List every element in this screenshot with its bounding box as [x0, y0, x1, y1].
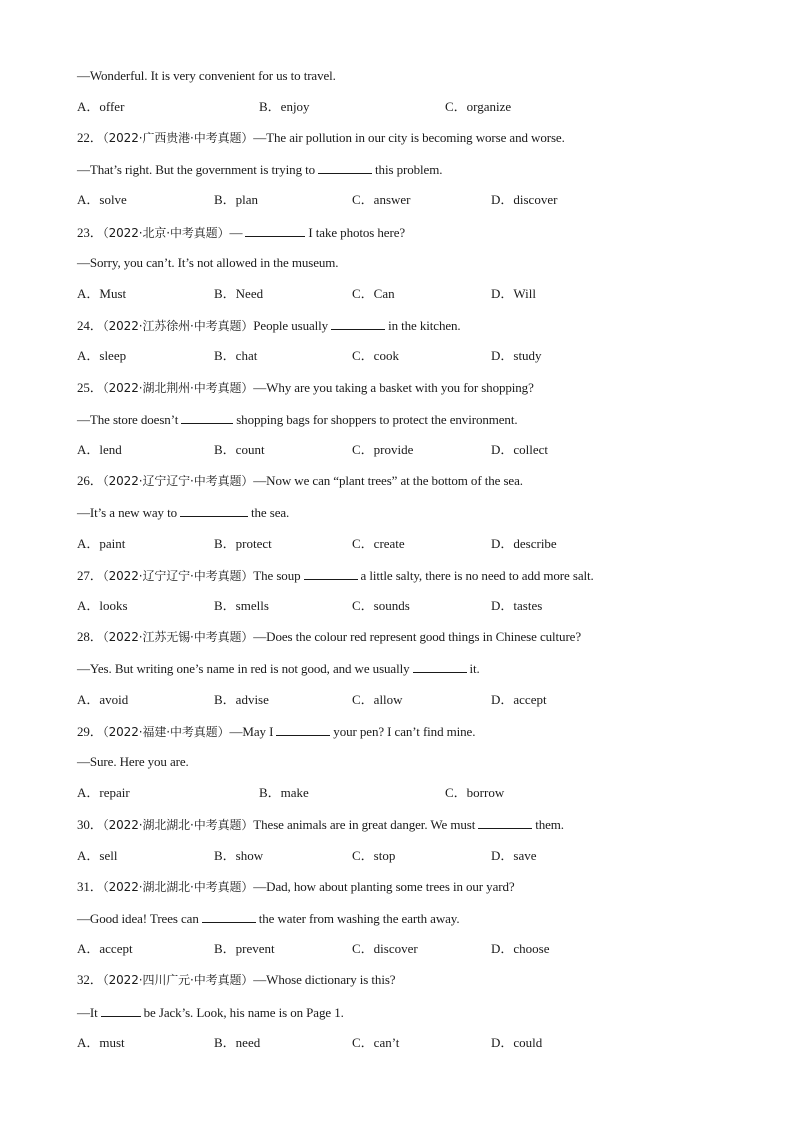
dialogue-line: [77, 1004, 344, 1021]
question-number: 26．: [77, 473, 103, 488]
question-source: （2022·湖北湖北·中考真题）: [102, 818, 254, 832]
question-source: （2022·辽宁辽宁·中考真题）: [102, 474, 254, 488]
option-c: C．can’t: [352, 1035, 400, 1050]
question-text: —Now we can “plant trees” at the bottom of the sea.: [253, 473, 523, 488]
question-number: 22．: [77, 130, 103, 145]
question-source: （2022·福建·中考真题）: [102, 725, 230, 739]
option-d: D．discover: [491, 192, 558, 207]
dialogue-line: [77, 504, 289, 521]
question-number: 25．: [77, 380, 103, 395]
option-a: A．paint: [77, 536, 126, 551]
text-after-blank: shopping bags for shoppers to protect the environment.: [236, 412, 518, 427]
option-a: A．sleep: [77, 348, 127, 363]
option-a: A．offer: [77, 99, 125, 114]
question-source: （2022·广西贵港·中考真题）: [102, 131, 254, 145]
option-b: B．count: [214, 442, 265, 457]
question-text: —Dad, how about planting some trees in our yard?: [253, 879, 515, 894]
dialogue-line: —Wonderful. It is very convenient for us to travel.: [77, 68, 336, 83]
text-before-blank: These animals are in great danger. We must: [253, 817, 476, 832]
option-b: B．chat: [214, 348, 258, 363]
option-d: D．Will: [491, 286, 536, 301]
question-32: [77, 972, 395, 988]
option-b: B．smells: [214, 598, 269, 613]
answer-blank: [245, 224, 305, 237]
question-30: [77, 816, 564, 833]
question-number: 28．: [77, 629, 103, 644]
option-d: D．tastes: [491, 598, 543, 613]
option-d: D．describe: [491, 536, 557, 551]
option-c: C．borrow: [445, 785, 505, 800]
option-d: D．save: [491, 848, 537, 863]
option-a: A．sell: [77, 848, 118, 863]
option-c: C．create: [352, 536, 405, 551]
question-28: [77, 629, 581, 645]
dialogue-line: —Sure. Here you are.: [77, 754, 189, 769]
question-number: 23．: [77, 225, 103, 240]
option-a: A．looks: [77, 598, 128, 613]
question-source: （2022·江苏无锡·中考真题）: [102, 630, 254, 644]
question-text: —Why are you taking a basket with you for shopping?: [253, 380, 534, 395]
question-number: 24．: [77, 318, 103, 333]
answer-blank: [304, 567, 358, 580]
option-c: C．allow: [352, 692, 403, 707]
text-before-blank: —It: [77, 1005, 98, 1020]
option-b: B．Need: [214, 286, 264, 301]
question-source: （2022·江苏徐州·中考真题）: [102, 319, 254, 333]
text-before-blank: —May I: [229, 724, 274, 739]
question-24: [77, 317, 461, 334]
question-source: （2022·辽宁辽宁·中考真题）: [102, 569, 254, 583]
text-after-blank: a little salty, there is no need to add more salt.: [360, 568, 594, 583]
question-number: 32．: [77, 972, 103, 987]
question-source: （2022·四川广元·中考真题）: [102, 973, 254, 987]
answer-blank: [331, 317, 385, 330]
question-number: 27．: [77, 568, 103, 583]
option-a: A．Must: [77, 286, 127, 301]
question-31: [77, 879, 515, 895]
text-after-blank: it.: [469, 661, 480, 676]
text-after-blank: this problem.: [375, 162, 443, 177]
question-source: （2022·湖北湖北·中考真题）: [102, 880, 254, 894]
question-29: [77, 723, 475, 740]
question-22: [77, 130, 565, 146]
dialogue-line: [77, 411, 518, 428]
option-b: B．prevent: [214, 941, 275, 956]
text-before-blank: —Yes. But writing one’s name in red is not good, and we usually: [77, 661, 410, 676]
question-25: [77, 380, 534, 396]
option-c: C．Can: [352, 286, 395, 301]
option-c: C．stop: [352, 848, 396, 863]
option-c: C．answer: [352, 192, 411, 207]
answer-blank: [181, 411, 233, 424]
option-b: B．protect: [214, 536, 272, 551]
text-after-blank: the sea.: [251, 505, 290, 520]
text-before-blank: —That’s right. But the government is trying to: [77, 162, 316, 177]
question-23: [77, 224, 405, 241]
text-after-blank: your pen? I can’t find mine.: [333, 724, 476, 739]
answer-blank: [202, 910, 256, 923]
option-c: C．discover: [352, 941, 418, 956]
text-before-blank: —: [229, 225, 243, 240]
dialogue-line: [77, 161, 442, 178]
question-text: —The air pollution in our city is becoming worse and worse.: [253, 130, 565, 145]
option-b: B．plan: [214, 192, 259, 207]
answer-blank: [318, 161, 372, 174]
option-b: B．advise: [214, 692, 269, 707]
question-text: —Whose dictionary is this?: [253, 972, 396, 987]
option-c: C．provide: [352, 442, 414, 457]
question-number: 29．: [77, 724, 103, 739]
question-27: [77, 567, 594, 584]
option-a: A．lend: [77, 442, 122, 457]
text-after-blank: be Jack’s. Look, his name is on Page 1.: [143, 1005, 344, 1020]
option-d: D．study: [491, 348, 542, 363]
question-number: 31．: [77, 879, 103, 894]
option-a: A．avoid: [77, 692, 129, 707]
text-after-blank: in the kitchen.: [388, 318, 461, 333]
question-source: （2022·湖北荆州·中考真题）: [102, 381, 254, 395]
answer-blank: [478, 816, 532, 829]
option-b: B．enjoy: [259, 99, 310, 114]
text-after-blank: the water from washing the earth away.: [258, 911, 460, 926]
question-number: 30．: [77, 817, 103, 832]
option-a: A．accept: [77, 941, 133, 956]
option-a: A．solve: [77, 192, 127, 207]
option-b: B．make: [259, 785, 309, 800]
option-c: C．cook: [352, 348, 399, 363]
option-b: B．show: [214, 848, 264, 863]
text-before-blank: The soup: [253, 568, 301, 583]
option-d: D．accept: [491, 692, 547, 707]
option-c: C．organize: [445, 99, 512, 114]
text-before-blank: —It’s a new way to: [77, 505, 178, 520]
option-a: A．repair: [77, 785, 130, 800]
option-c: C．sounds: [352, 598, 410, 613]
option-b: B．need: [214, 1035, 261, 1050]
text-after-blank: I take photos here?: [308, 225, 406, 240]
text-before-blank: —Good idea! Trees can: [77, 911, 199, 926]
answer-blank: [276, 723, 330, 736]
dialogue-line: [77, 660, 480, 677]
question-26: [77, 473, 523, 489]
question-text: —Does the colour red represent good things in Chinese culture?: [253, 629, 582, 644]
answer-blank: [101, 1004, 141, 1017]
answer-blank: [180, 504, 248, 517]
question-source: （2022·北京·中考真题）: [102, 226, 230, 240]
option-d: D．collect: [491, 442, 549, 457]
text-after-blank: them.: [535, 817, 564, 832]
dialogue-line: [77, 910, 460, 927]
dialogue-line: —Sorry, you can’t. It’s not allowed in the museum.: [77, 255, 339, 270]
text-before-blank: People usually: [253, 318, 329, 333]
answer-blank: [413, 660, 467, 673]
option-d: D．choose: [491, 941, 550, 956]
option-d: D．could: [491, 1035, 543, 1050]
text-before-blank: —The store doesn’t: [77, 412, 179, 427]
option-a: A．must: [77, 1035, 125, 1050]
